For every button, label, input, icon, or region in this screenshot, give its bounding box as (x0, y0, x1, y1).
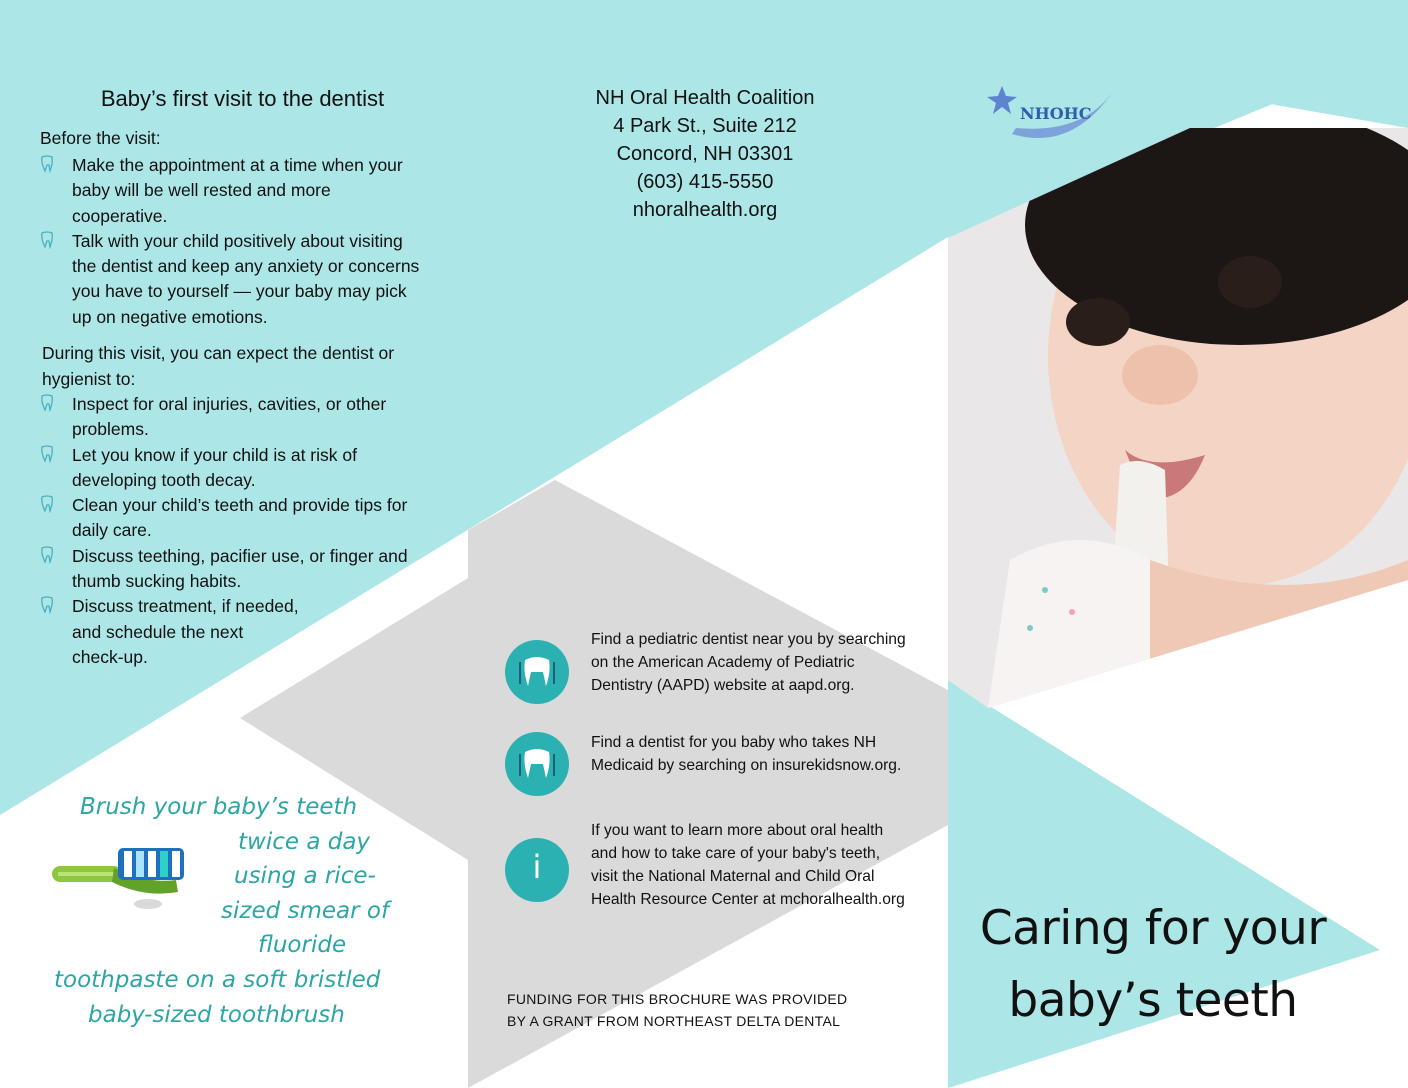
list-item: Discuss teething, pacifier use, or finger and thumb sucking habits. (40, 544, 432, 595)
website-link[interactable]: nhoralhealth.org (632, 199, 778, 221)
list-item: Discuss treatment, if needed, and schedule the next check-up. (40, 594, 432, 670)
cover-title: Caring for your baby’s teeth (979, 901, 1327, 1028)
during-visit-heading: During this visit, you can expect the dentist or hygienist to: (42, 343, 395, 389)
during-visit-list (40, 392, 432, 670)
funding-note: FUNDING FOR THIS BROCHURE WAS PROVIDED BY A GRANT FROM NORTHEAST DELTA DENTAL (507, 991, 848, 1029)
logo-text: NHOHC (1020, 104, 1092, 123)
nhohc-logo (982, 82, 1122, 152)
list-item: Talk with your child positively about visiting the dentist and keep any anxiety or concerns you have to yourself — your baby may pick up on negative emotions. (40, 229, 430, 330)
dentist-tools-icon (505, 640, 569, 704)
contact-block (540, 84, 870, 224)
resource-medicaid: Find a dentist for you baby who takes NH Medicaid by searching on insurekidsnow.org. (591, 734, 902, 774)
list-item: Let you know if your child is at risk of developing tooth decay. (40, 443, 432, 494)
org-name: NH Oral Health Coalition (595, 87, 815, 109)
tooth-bullet-icon (40, 495, 54, 513)
dentist-tools-icon (505, 732, 569, 796)
tooth-bullet-icon (40, 546, 54, 564)
list-item: Inspect for oral injuries, cavities, or other problems. (40, 392, 432, 443)
address-line-2: Concord, NH 03301 (616, 143, 794, 165)
resource-aapd: Find a pediatric dentist near you by searching on the American Academy of Pediatric Dentistry (AAPD) website at aapd.org. (591, 631, 906, 694)
address-line-1: 4 Park St., Suite 212 (613, 115, 797, 137)
panel-title: Baby’s first visit to the dentist (100, 86, 385, 111)
info-icon: i (505, 838, 569, 902)
tooth-bullet-icon (40, 394, 54, 412)
brush-message: Brush your baby’s teeth twice a day using a rice- sized smear of fluoride toothpaste on a soft bristled baby-sized toothbrush (54, 794, 390, 1028)
phone: (603) 415-5550 (636, 171, 774, 193)
tooth-bullet-icon (40, 596, 54, 614)
resource-mchoralhealth: If you want to learn more about oral health and how to take care of your baby's teeth, visit the National Maternal and Child Oral Health Resource Center at mchoralhealth.org (591, 822, 905, 908)
tooth-bullet-icon (40, 155, 54, 173)
before-visit-heading: Before the visit: (40, 128, 161, 148)
tooth-bullet-icon (40, 445, 54, 463)
tooth-bullet-icon (40, 231, 54, 249)
list-item: Make the appointment at a time when your baby will be well rested and more cooperative. (40, 153, 430, 229)
list-item: Clean your child’s teeth and provide tips for daily care. (40, 493, 432, 544)
before-visit-list (40, 153, 430, 330)
